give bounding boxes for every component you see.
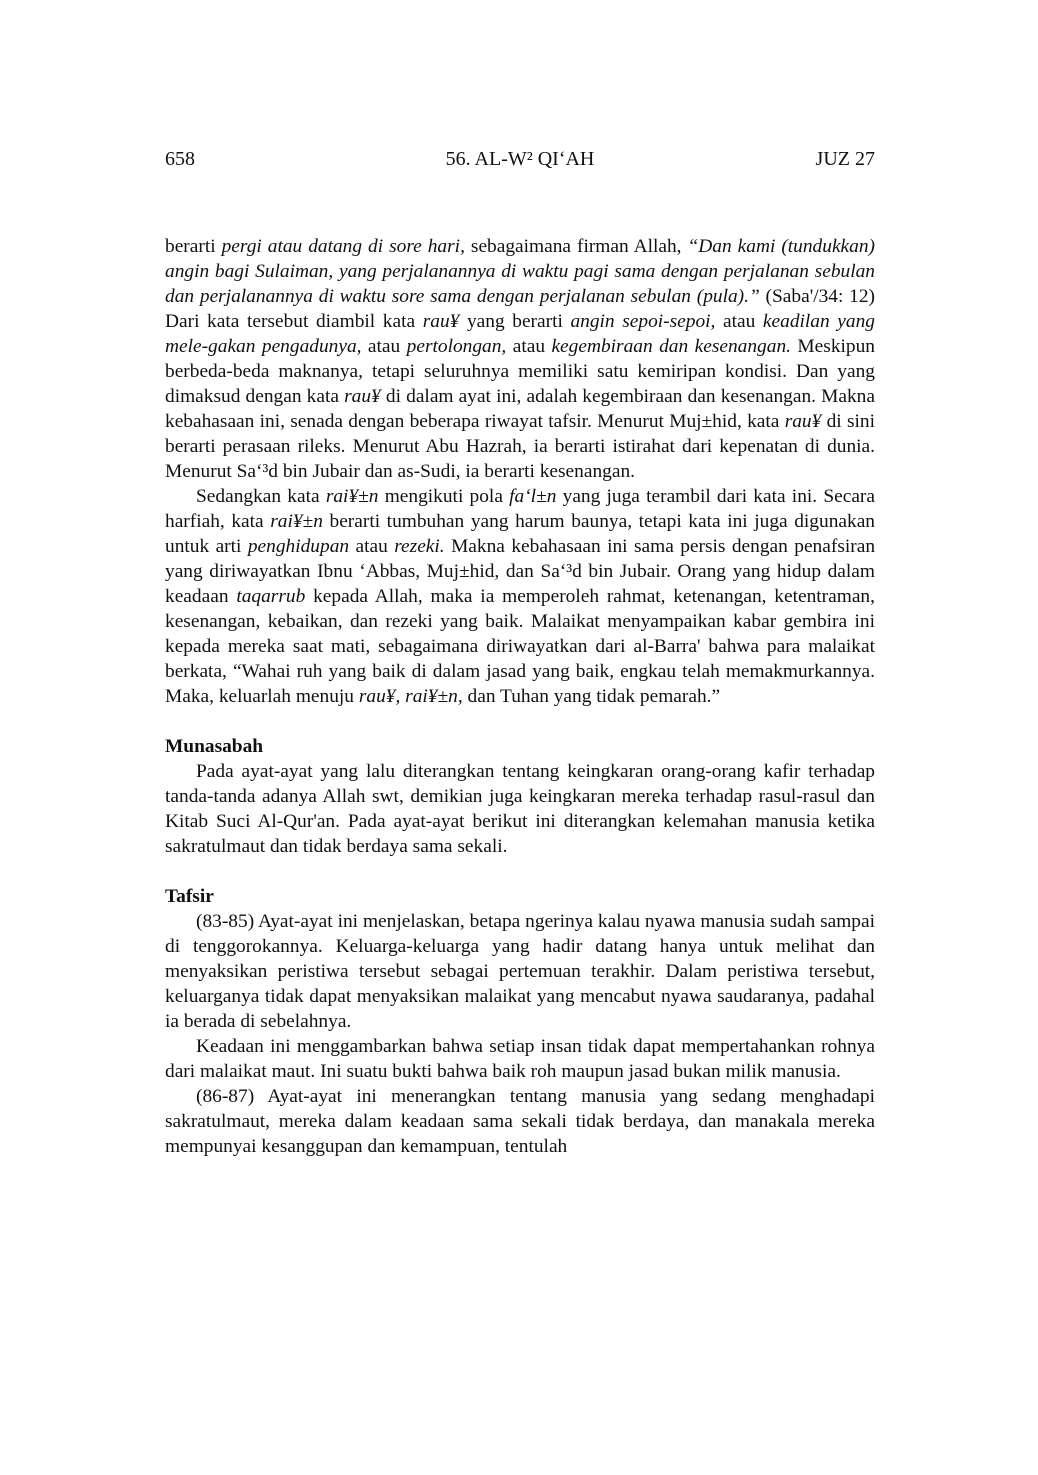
juz-label: JUZ 27 (815, 148, 875, 170)
tafsir-paragraph-83-85: (83-85) Ayat-ayat ini menjelaskan, betapa ngerinya kalau nyawa manusia sudah sampai di tenggorokannya. Keluarga-keluarga yang hadir datang hanya untuk melihat dan menyaksikan peristiwa tersebut sebagai pertemuan terakhir. Dalam peristiwa tersebut, keluarganya tidak dapat menyaksikan malaikat yang mencabut nyawa saudaranya, padahal ia berada di sebelahnya. (165, 911, 875, 1032)
munasabah-paragraph: Pada ayat-ayat yang lalu diterangkan tentang keingkaran orang-orang kafir terhadap tanda-tanda adanya Allah swt, demikian juga keingkaran mereka terhadap rasul-rasul dan Kitab Suci Al-Qur'an. Pada ayat-ayat berikut ini diterangkan kelemahan manusia ketika sakratulmaut dan tidak berdaya sama sekali. (165, 761, 875, 857)
section-gap (165, 859, 875, 884)
tafsir-paragraph-keadaan: Keadaan ini menggambarkan bahwa setiap insan tidak dapat mempertahankan rohnya dari malaikat maut. Ini suatu bukti bahwa baik roh maupun jasad bukan milik manusia. (165, 1036, 875, 1082)
paragraph-rauh: berarti pergi atau datang di sore hari, sebagaimana firman Allah, “Dan kami (tundukkan) angin bagi Sulaiman, yang perjalanannya di waktu pagi sama dengan perjalanan sebulan dan perjalanannya di waktu sore sama dengan perjalanan sebulan (pula).” (Saba'/34: 12) Dari kata tersebut diambil kata rau¥ yang berarti angin sepoi-sepoi, atau keadilan yang mele-gakan pengadunya, atau pertolongan, atau kegembiraan dan kesenangan. Meskipun berbeda-beda maknanya, tetapi seluruhnya memiliki satu kemiripan kondisi. Dan yang dimaksud dengan kata rau¥ di dalam ayat ini, adalah kegembiraan dan kesenangan. Makna kebahasaan ini, senada dengan beberapa riwayat tafsir. Menurut Muj±hid, kata rau¥ di sini berarti perasaan rileks. Menurut Abu Hazrah, ia berarti istirahat dari kepenatan di dunia. Menurut Sa‘³d bin Jubair dan as-Sudi, ia berarti kesenangan. (165, 236, 875, 482)
tafsir-paragraph-86-87: (86-87) Ayat-ayat ini menerangkan tentang manusia yang sedang menghadapi sakratulmaut, mereka dalam keadaan sama sekali tidak berdaya, dan manakala mereka mempunyai kesanggupan dan kemampuan, tentulah (165, 1086, 875, 1157)
page-number: 658 (165, 148, 195, 170)
section-gap (165, 709, 875, 734)
page-header (165, 146, 875, 172)
tafsir-heading: Tafsir (165, 886, 214, 907)
quran-quote: “Dan kami (tundukkan) angin bagi Sulaiman, yang perjalanannya di waktu pagi sama dengan perjalanan sebulan dan perjalanannya di waktu sore sama dengan perjalanan sebulan (pula).” (165, 236, 875, 307)
paragraph-raihan: Sedangkan kata rai¥±n mengikuti pola fa‘l±n yang juga terambil dari kata ini. Secara harfiah, kata rai¥±n berarti tumbuhan yang harum baunya, tetapi kata ini juga digunakan untuk arti penghidupan atau rezeki. Makna kebahasaan ini sama persis dengan penafsiran yang diriwayatkan Ibnu ‘Abbas, Muj±hid, dan Sa‘³d bin Jubair. Orang yang hidup dalam keadaan taqarrub kepada Allah, maka ia memperoleh rahmat, ketenangan, ketentraman, kesenangan, kebaikan, dan rezeki yang baik. Malaikat menyampaikan kabar gembira ini kepada mereka saat mati, sebagaimana diriwayatkan dari al-Barra' bahwa para malaikat berkata, “Wahai ruh yang baik di dalam jasad yang baik, engkau telah memakmurkannya. Maka, keluarlah menuju rau¥, rai¥±n, dan Tuhan yang tidak pemarah.” (165, 486, 876, 707)
chapter-title: 56. AL-W² QI‘AH (445, 148, 595, 170)
munasabah-heading: Munasabah (165, 736, 264, 757)
page-body (165, 234, 875, 1159)
